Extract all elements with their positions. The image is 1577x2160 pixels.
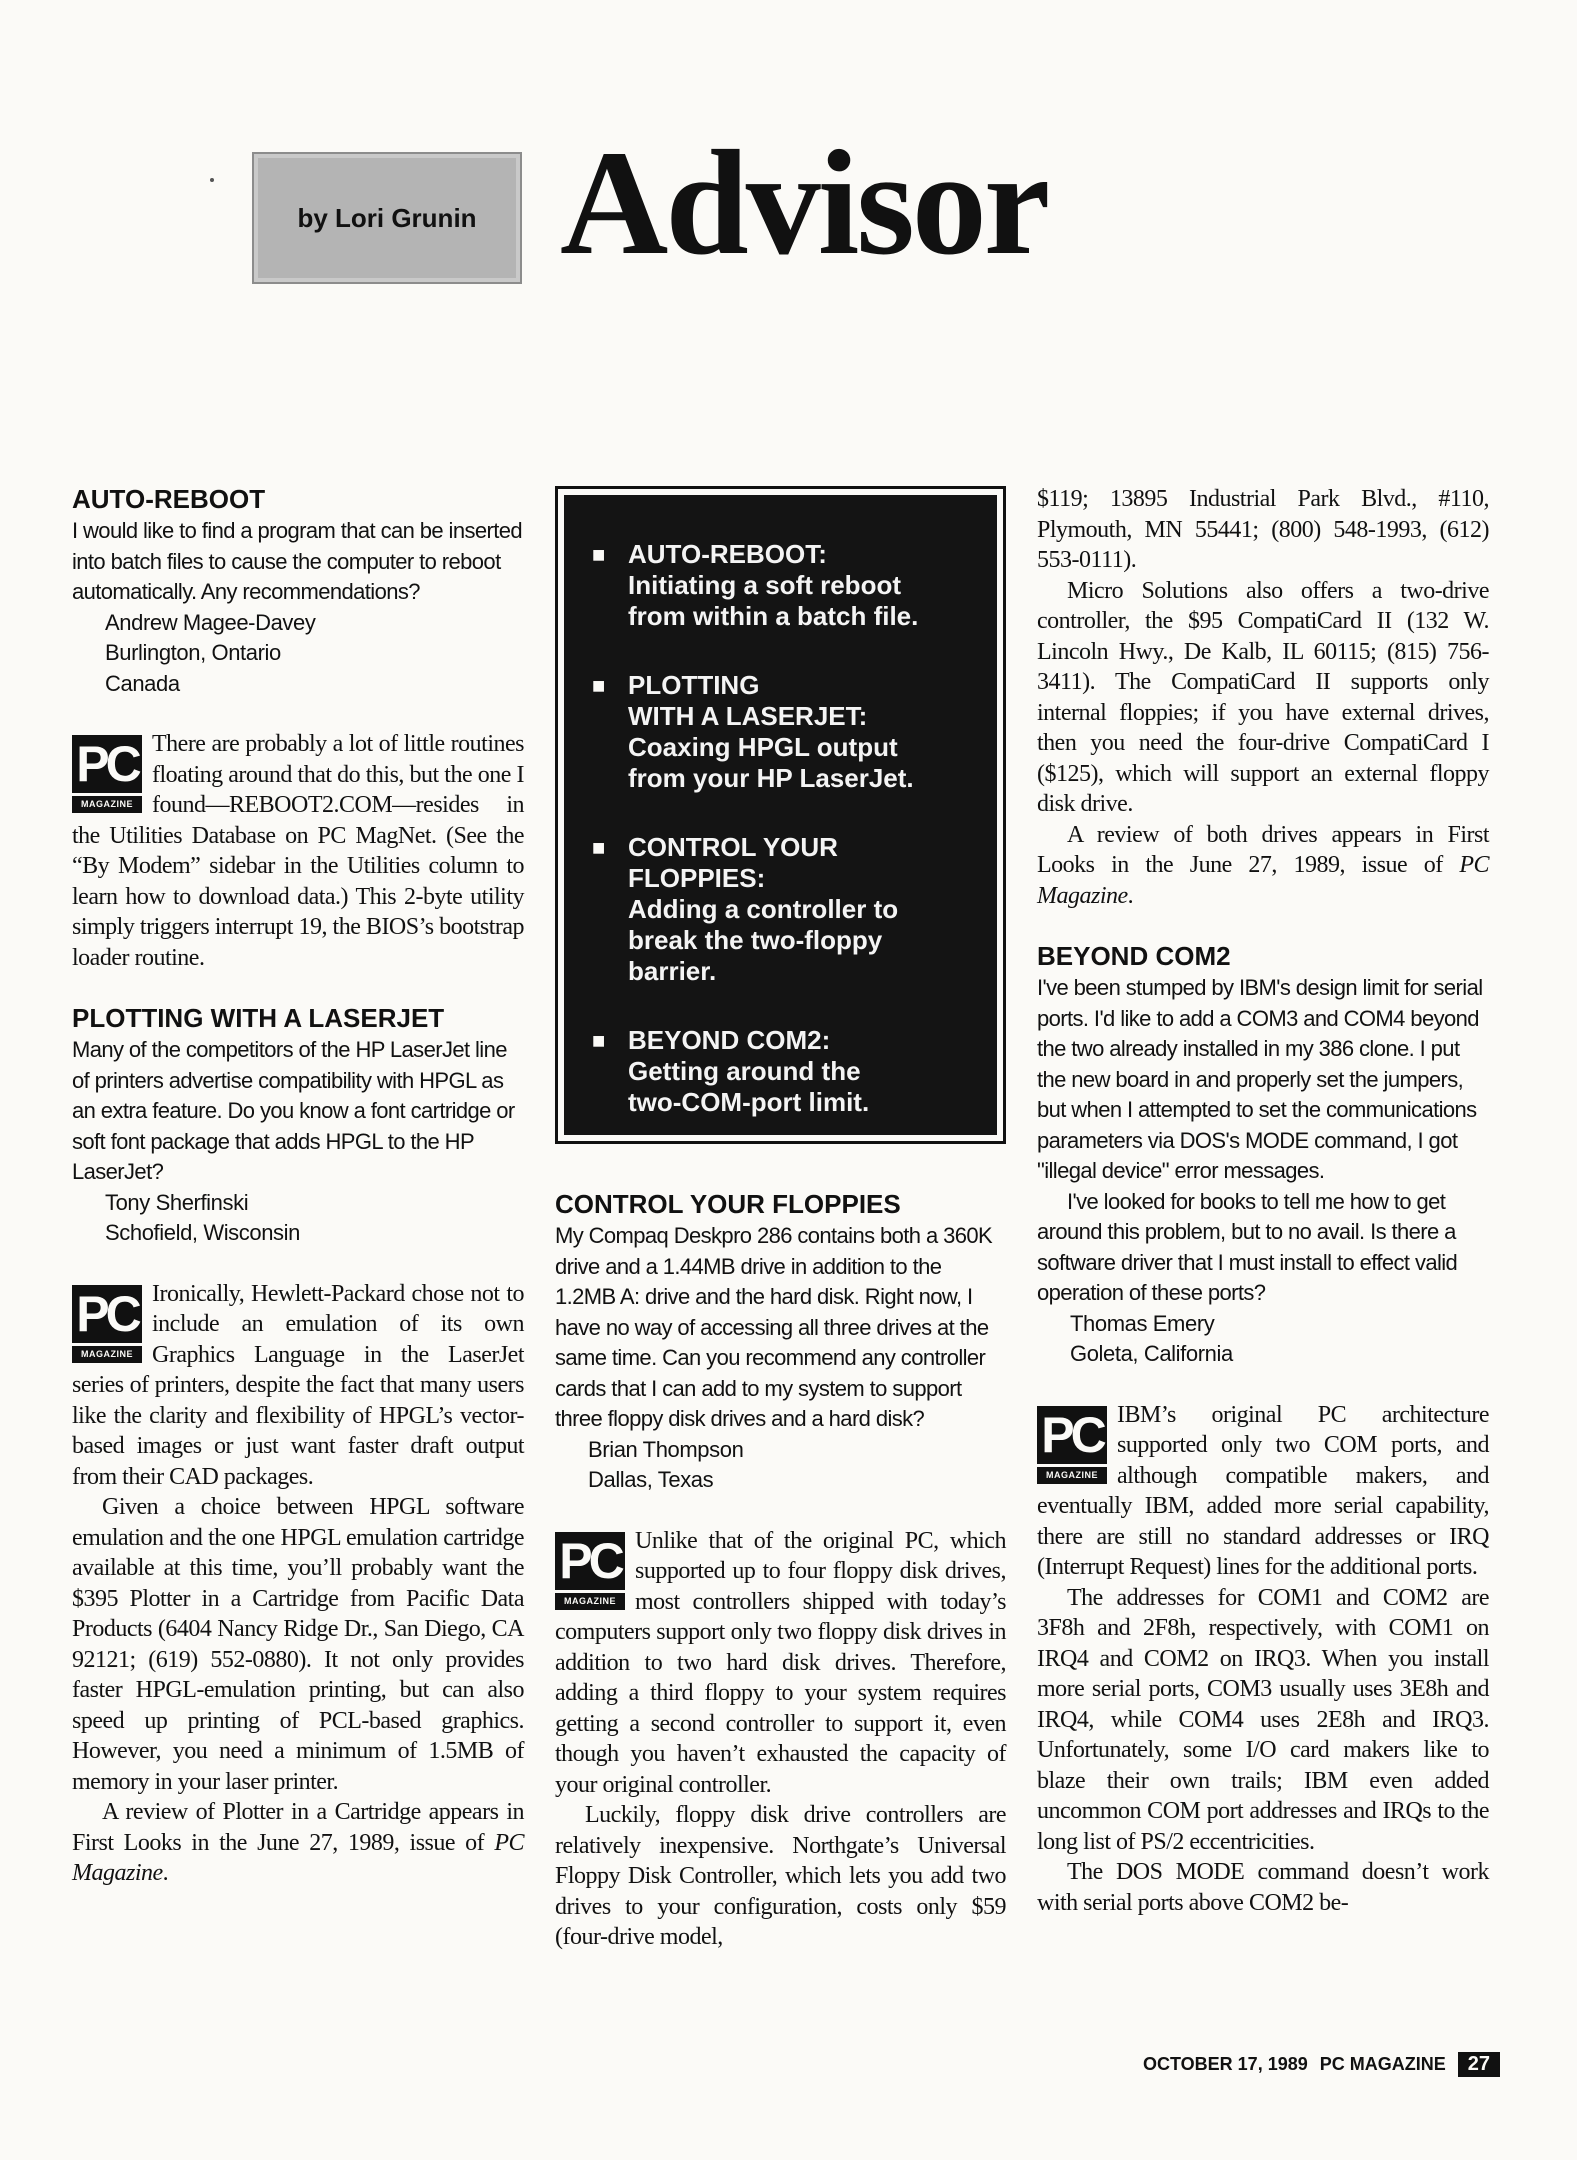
answer-autoreboot: There are probably a lot of little routines floating around that do this, but the one I found—REBOOT2.COM—resides in the Utilities Database on PC MagNet. (See the “By Modem” sidebar in the Utilities column to learn how to download data.) This 2-byte utility simply triggers interrupt 19, the BIOS’s bootstrap loader routine. bbox=[72, 731, 524, 971]
answer-floppies-3: Micro Solutions also offers a two-drive controller, the $95 CompatiCard II (132 W. Lincoln Hwy., De Kalb, IL 60115; (815) 756-3411). The CompatiCard II supports only internal floppies; if you have external drives, then you need the four-drive CompatiCard I ($125), which will support an external floppy disk drive. bbox=[1037, 577, 1489, 817]
page-footer bbox=[1100, 2052, 1500, 2077]
byline: by Lori Grunin bbox=[297, 202, 477, 233]
bullet-icon: ■ bbox=[592, 542, 606, 567]
answer-floppies-1: Unlike that of the original PC, which supported up to four floppy disk drives, most controllers shipped with today’s computers support only two floppy disk drives in addition to two hard disk drives. Therefore, adding a third floppy to your system requires getting a second controller to support it, even though you haven’t exhausted the capacity of your original controller. bbox=[555, 1527, 1006, 1798]
highlights-box bbox=[555, 486, 1006, 1144]
highlight-item: ■ BEYOND COM2: Getting around the two-COM-port limit. bbox=[592, 1025, 870, 1117]
question-plotting: Many of the competitors of the HP LaserJet line of printers advertise compatibility with HPGL as an extra feature. Do you know a font cartridge or soft font package that adds HPGL to the HP LaserJet? bbox=[72, 1037, 515, 1184]
question-autoreboot: I would like to find a program that can be inserted into batch files to cause the computer to reboot automatically. Any recommendations? bbox=[72, 518, 523, 604]
bullet-icon: ■ bbox=[592, 835, 606, 860]
section-heading-plotting: PLOTTING WITH A LASERJET bbox=[72, 1003, 445, 1033]
footer-magazine: PC MAGAZINE bbox=[1319, 2054, 1446, 2074]
pc-magazine-logo-icon: PC MAGAZINE bbox=[555, 1532, 625, 1612]
bullet-icon: ■ bbox=[592, 1028, 606, 1053]
column-3 bbox=[1037, 484, 1489, 1918]
page-title: Advisor bbox=[560, 120, 1048, 286]
answer-floppies-4: A review of both drives appears in First Looks in the June 27, 1989, issue of PC Magazine. bbox=[1037, 821, 1489, 909]
signature-city: Goleta, California bbox=[1070, 1341, 1233, 1366]
pc-magazine-logo-icon: PC MAGAZINE bbox=[72, 1285, 142, 1365]
column-2 bbox=[555, 1189, 1006, 1953]
footer-date: OCTOBER 17, 1989 bbox=[1143, 2054, 1308, 2074]
signature-city: Burlington, Ontario bbox=[105, 640, 281, 665]
signature-name: Brian Thompson bbox=[588, 1436, 744, 1462]
page-number: 27 bbox=[1458, 2052, 1500, 2077]
byline-box bbox=[252, 152, 522, 284]
highlight-item: ■ CONTROL YOUR FLOPPIES: Adding a controller to break the two-floppy barrier. bbox=[592, 832, 899, 986]
signature-city: Schofield, Wisconsin bbox=[105, 1220, 300, 1245]
stray-mark bbox=[210, 178, 214, 182]
signature-name: Andrew Magee-Davey bbox=[105, 609, 316, 635]
signature-city: Dallas, Texas bbox=[588, 1467, 714, 1492]
answer-plotting-2: Given a choice between HPGL software emulation and the one HPGL emulation cartridge available at this time, you’ll probably want the $395 Plotter in a Cartridge from Pacific Data Products (6404 Nancy Ridge Dr., San Diego, CA 92121; (619) 552-0880). It not only provides faster HPGL-emulation printing, but can also speed up printing of PCL-based graphics. However, you need a minimum of 1.5MB of memory in your laser printer. bbox=[72, 1494, 524, 1795]
answer-plotting-3: A review of Plotter in a Cartridge appears in First Looks in the June 27, 1989, issue of PC Magazine. bbox=[72, 1799, 524, 1886]
answer-com2-3: The DOS MODE command doesn’t work with serial ports above COM2 be- bbox=[1037, 1859, 1489, 1916]
section-heading-autoreboot: AUTO-REBOOT bbox=[72, 484, 266, 514]
question-com2-2: I've looked for books to tell me how to get around this problem, but to no avail. Is there a software driver that I must install to effect valid operation of these ports? bbox=[1037, 1188, 1458, 1305]
highlight-item: ■ PLOTTING WITH A LASERJET: Coaxing HPGL output from your HP LaserJet. bbox=[592, 670, 914, 793]
answer-floppies-2: Luckily, floppy disk drive controllers are relatively inexpensive. Northgate’s Universal Floppy Disk Controller, which lets you add two drives to your configuration, costs only $59 (four-drive model, bbox=[555, 1802, 1006, 1950]
answer-floppies-2-continued: $119; 13895 Industrial Park Blvd., #110, Plymouth, MN 55441; (800) 548-1993, (612) 553-0111). bbox=[1037, 486, 1489, 573]
bullet-icon: ■ bbox=[592, 673, 606, 698]
highlight-item: ■ AUTO-REBOOT: Initiating a soft reboot from within a batch file. bbox=[592, 539, 919, 631]
pc-magazine-logo-icon: PC MAGAZINE bbox=[1037, 1406, 1107, 1486]
section-heading-com2: BEYOND COM2 bbox=[1037, 941, 1231, 971]
signature-country: Canada bbox=[105, 670, 180, 696]
column-1 bbox=[72, 484, 524, 1889]
question-com2-1: I've been stumped by IBM's design limit for serial ports. I'd like to add a COM3 and COM4 beyond the two already installed in my 386 clone. I put the new board in and properly set the jumpers, but when I attempted to set the communications parameters via DOS's MODE command, I got "illegal device" error messages. bbox=[1037, 975, 1483, 1183]
pc-magazine-logo-icon: PC MAGAZINE bbox=[72, 735, 142, 815]
answer-com2-1: IBM’s original PC architecture supported only two COM ports, and although compatible makers, and eventually IBM, added more serial capability, there are still no standard addresses or IRQ (Interrupt Request) lines for the additional ports. bbox=[1037, 1401, 1489, 1580]
answer-plotting-1: Ironically, Hewlett-Packard chose not to include an emulation of its own Graphics Language in the LaserJet series of printers, despite the fact that many users like the clarity and flexibility of HPGL’s vector-based images or just want faster draft output from their CAD packages. bbox=[72, 1280, 524, 1490]
answer-com2-2: The addresses for COM1 and COM2 are 3F8h and 2F8h, respectively, with COM1 on IRQ4 and COM2 on IRQ3. When you install more serial ports, COM3 usually uses 3E8h and IRQ4, while COM4 uses 2E8h and IRQ3. Unfortunately, some I/O card makers like to blaze their own trails; IBM even added uncommon COM port addresses and IRQs to the long list of PS/2 eccentricities. bbox=[1037, 1584, 1489, 1855]
signature-name: Tony Sherfinski bbox=[105, 1189, 249, 1215]
signature-name: Thomas Emery bbox=[1070, 1310, 1215, 1336]
question-floppies: My Compaq Deskpro 286 contains both a 360K drive and a 1.44MB drive in addition to the 1.2MB A: drive and the hard disk. Right now, I have no way of accessing all three drives at the same time. Can you recommend any controller cards that I can add to my system to support three floppy disk drives and a hard disk? bbox=[555, 1223, 993, 1431]
section-heading-floppies: CONTROL YOUR FLOPPIES bbox=[555, 1189, 901, 1219]
